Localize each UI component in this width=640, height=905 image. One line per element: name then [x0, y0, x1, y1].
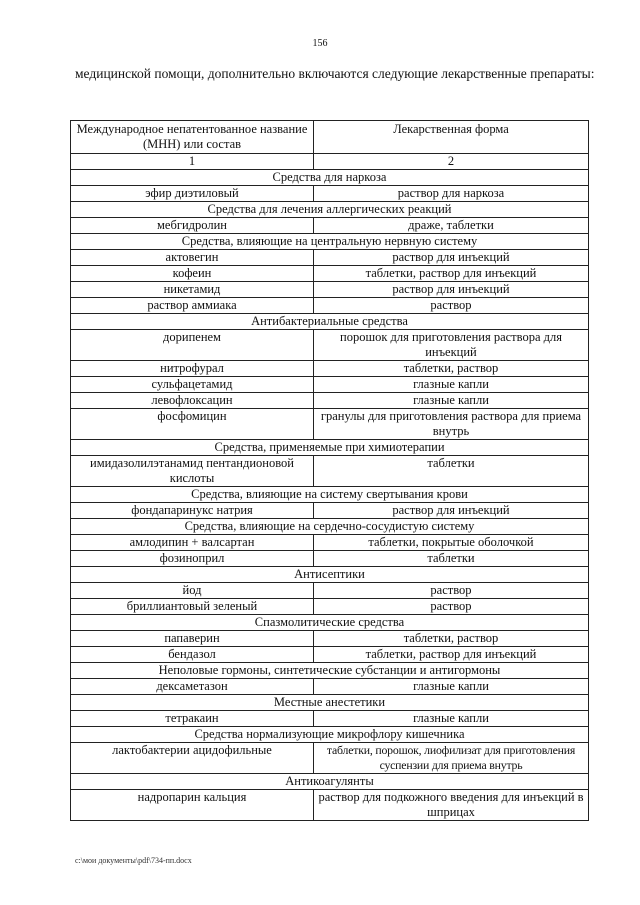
drug-name-cell: нитрофурал: [71, 361, 314, 377]
drug-row: [71, 282, 589, 298]
category-row: [71, 727, 589, 743]
category-title: Антибактериальные средства: [71, 314, 589, 330]
dosage-form-cell: раствор для подкожного введения для инъекций в шприцах: [314, 790, 589, 821]
category-title: Средства, влияющие на сердечно-сосудистую систему: [71, 519, 589, 535]
drug-name-cell: раствор аммиака: [71, 298, 314, 314]
drug-name-cell: дорипенем: [71, 330, 314, 361]
drug-name-cell: мебгидролин: [71, 218, 314, 234]
drug-row: [71, 599, 589, 615]
category-title: Антикоагулянты: [71, 774, 589, 790]
drug-row: [71, 330, 589, 361]
dosage-form-cell: гранулы для приготовления раствора для приема внутрь: [314, 409, 589, 440]
category-row: [71, 170, 589, 186]
drug-row: [71, 647, 589, 663]
category-row: [71, 487, 589, 503]
table-header-row: [71, 121, 589, 154]
drug-row: [71, 631, 589, 647]
category-row: [71, 202, 589, 218]
drug-row: [71, 503, 589, 519]
dosage-form-cell: раствор для инъекций: [314, 250, 589, 266]
column-number-2: 2: [314, 154, 589, 170]
drug-name-cell: актовегин: [71, 250, 314, 266]
category-row: [71, 567, 589, 583]
drug-row: [71, 790, 589, 821]
drug-name-cell: кофеин: [71, 266, 314, 282]
drug-name-cell: фондапаринукс натрия: [71, 503, 314, 519]
page-number: 156: [312, 38, 328, 49]
drug-name-cell: эфир диэтиловый: [71, 186, 314, 202]
category-row: [71, 440, 589, 456]
drug-name-cell: папаверин: [71, 631, 314, 647]
drug-row: [71, 266, 589, 282]
drug-name-cell: сульфацетамид: [71, 377, 314, 393]
drug-row: [71, 679, 589, 695]
drug-row: [71, 535, 589, 551]
dosage-form-cell: раствор для наркоза: [314, 186, 589, 202]
category-row: [71, 615, 589, 631]
drug-name-cell: амлодипин + валсартан: [71, 535, 314, 551]
drug-row: [71, 456, 589, 487]
dosage-form-cell: глазные капли: [314, 393, 589, 409]
header-form: Лекарственная форма: [314, 121, 589, 154]
category-title: Средства, влияющие на центральную нервную систему: [71, 234, 589, 250]
drug-name-cell: никетамид: [71, 282, 314, 298]
drug-name-cell: имидазолилэтанамид пентандионовой кислоты: [71, 456, 314, 487]
drug-row: [71, 298, 589, 314]
drug-name-cell: бриллиантовый зеленый: [71, 599, 314, 615]
drug-name-cell: фозиноприл: [71, 551, 314, 567]
drug-row: [71, 551, 589, 567]
drug-name-cell: лактобактерии ацидофильные: [71, 743, 314, 774]
dosage-form-cell: глазные капли: [314, 377, 589, 393]
drug-table: [70, 120, 589, 821]
category-row: [71, 519, 589, 535]
category-row: [71, 234, 589, 250]
category-title: Неполовые гормоны, синтетические субстанции и антигормоны: [71, 663, 589, 679]
drug-row: [71, 393, 589, 409]
dosage-form-cell: таблетки, раствор: [314, 631, 589, 647]
drug-name-cell: левофлоксацин: [71, 393, 314, 409]
dosage-form-cell: таблетки, раствор: [314, 361, 589, 377]
category-row: [71, 695, 589, 711]
drug-row: [71, 743, 589, 774]
dosage-form-cell: раствор: [314, 298, 589, 314]
drug-row: [71, 186, 589, 202]
category-title: Антисептики: [71, 567, 589, 583]
drug-name-cell: тетракаин: [71, 711, 314, 727]
intro-paragraph: медицинской помощи, дополнительно включаются следующие лекарственные препараты:: [75, 66, 595, 81]
dosage-form-cell: порошок для приготовления раствора для инъекций: [314, 330, 589, 361]
drug-name-cell: фосфомицин: [71, 409, 314, 440]
dosage-form-cell: раствор для инъекций: [314, 282, 589, 298]
drug-name-cell: бендазол: [71, 647, 314, 663]
file-path-footer: c:\мои документы\pdf\734-пп.docx: [75, 856, 192, 865]
dosage-form-cell: таблетки, покрытые оболочкой: [314, 535, 589, 551]
drug-name-cell: йод: [71, 583, 314, 599]
drug-row: [71, 250, 589, 266]
dosage-form-cell: глазные капли: [314, 679, 589, 695]
category-row: [71, 663, 589, 679]
drug-row: [71, 711, 589, 727]
category-title: Средства для наркоза: [71, 170, 589, 186]
category-title: Спазмолитические средства: [71, 615, 589, 631]
drug-row: [71, 377, 589, 393]
category-row: [71, 314, 589, 330]
dosage-form-cell: раствор: [314, 599, 589, 615]
category-title: Средства нормализующие микрофлору кишечника: [71, 727, 589, 743]
category-title: Местные анестетики: [71, 695, 589, 711]
drug-row: [71, 361, 589, 377]
dosage-form-cell: раствор для инъекций: [314, 503, 589, 519]
dosage-form-cell: раствор: [314, 583, 589, 599]
drug-row: [71, 583, 589, 599]
dosage-form-cell: таблетки: [314, 456, 589, 487]
dosage-form-cell: таблетки, раствор для инъекций: [314, 266, 589, 282]
drug-row: [71, 218, 589, 234]
drug-row: [71, 409, 589, 440]
drug-name-cell: дексаметазон: [71, 679, 314, 695]
table-column-numbers: [71, 154, 589, 170]
dosage-form-cell: таблетки: [314, 551, 589, 567]
category-title: Средства, влияющие на систему свертывания крови: [71, 487, 589, 503]
dosage-form-cell: таблетки, порошок, лиофилизат для приготовления суспензии для приема внутрь: [314, 743, 589, 774]
header-mnn: Международное непатентованное название (МНН) или состав: [71, 121, 314, 154]
dosage-form-cell: глазные капли: [314, 711, 589, 727]
drug-name-cell: надропарин кальция: [71, 790, 314, 821]
category-title: Средства для лечения аллергических реакций: [71, 202, 589, 218]
category-row: [71, 774, 589, 790]
dosage-form-cell: таблетки, раствор для инъекций: [314, 647, 589, 663]
column-number-1: 1: [71, 154, 314, 170]
category-title: Средства, применяемые при химиотерапии: [71, 440, 589, 456]
dosage-form-cell: драже, таблетки: [314, 218, 589, 234]
